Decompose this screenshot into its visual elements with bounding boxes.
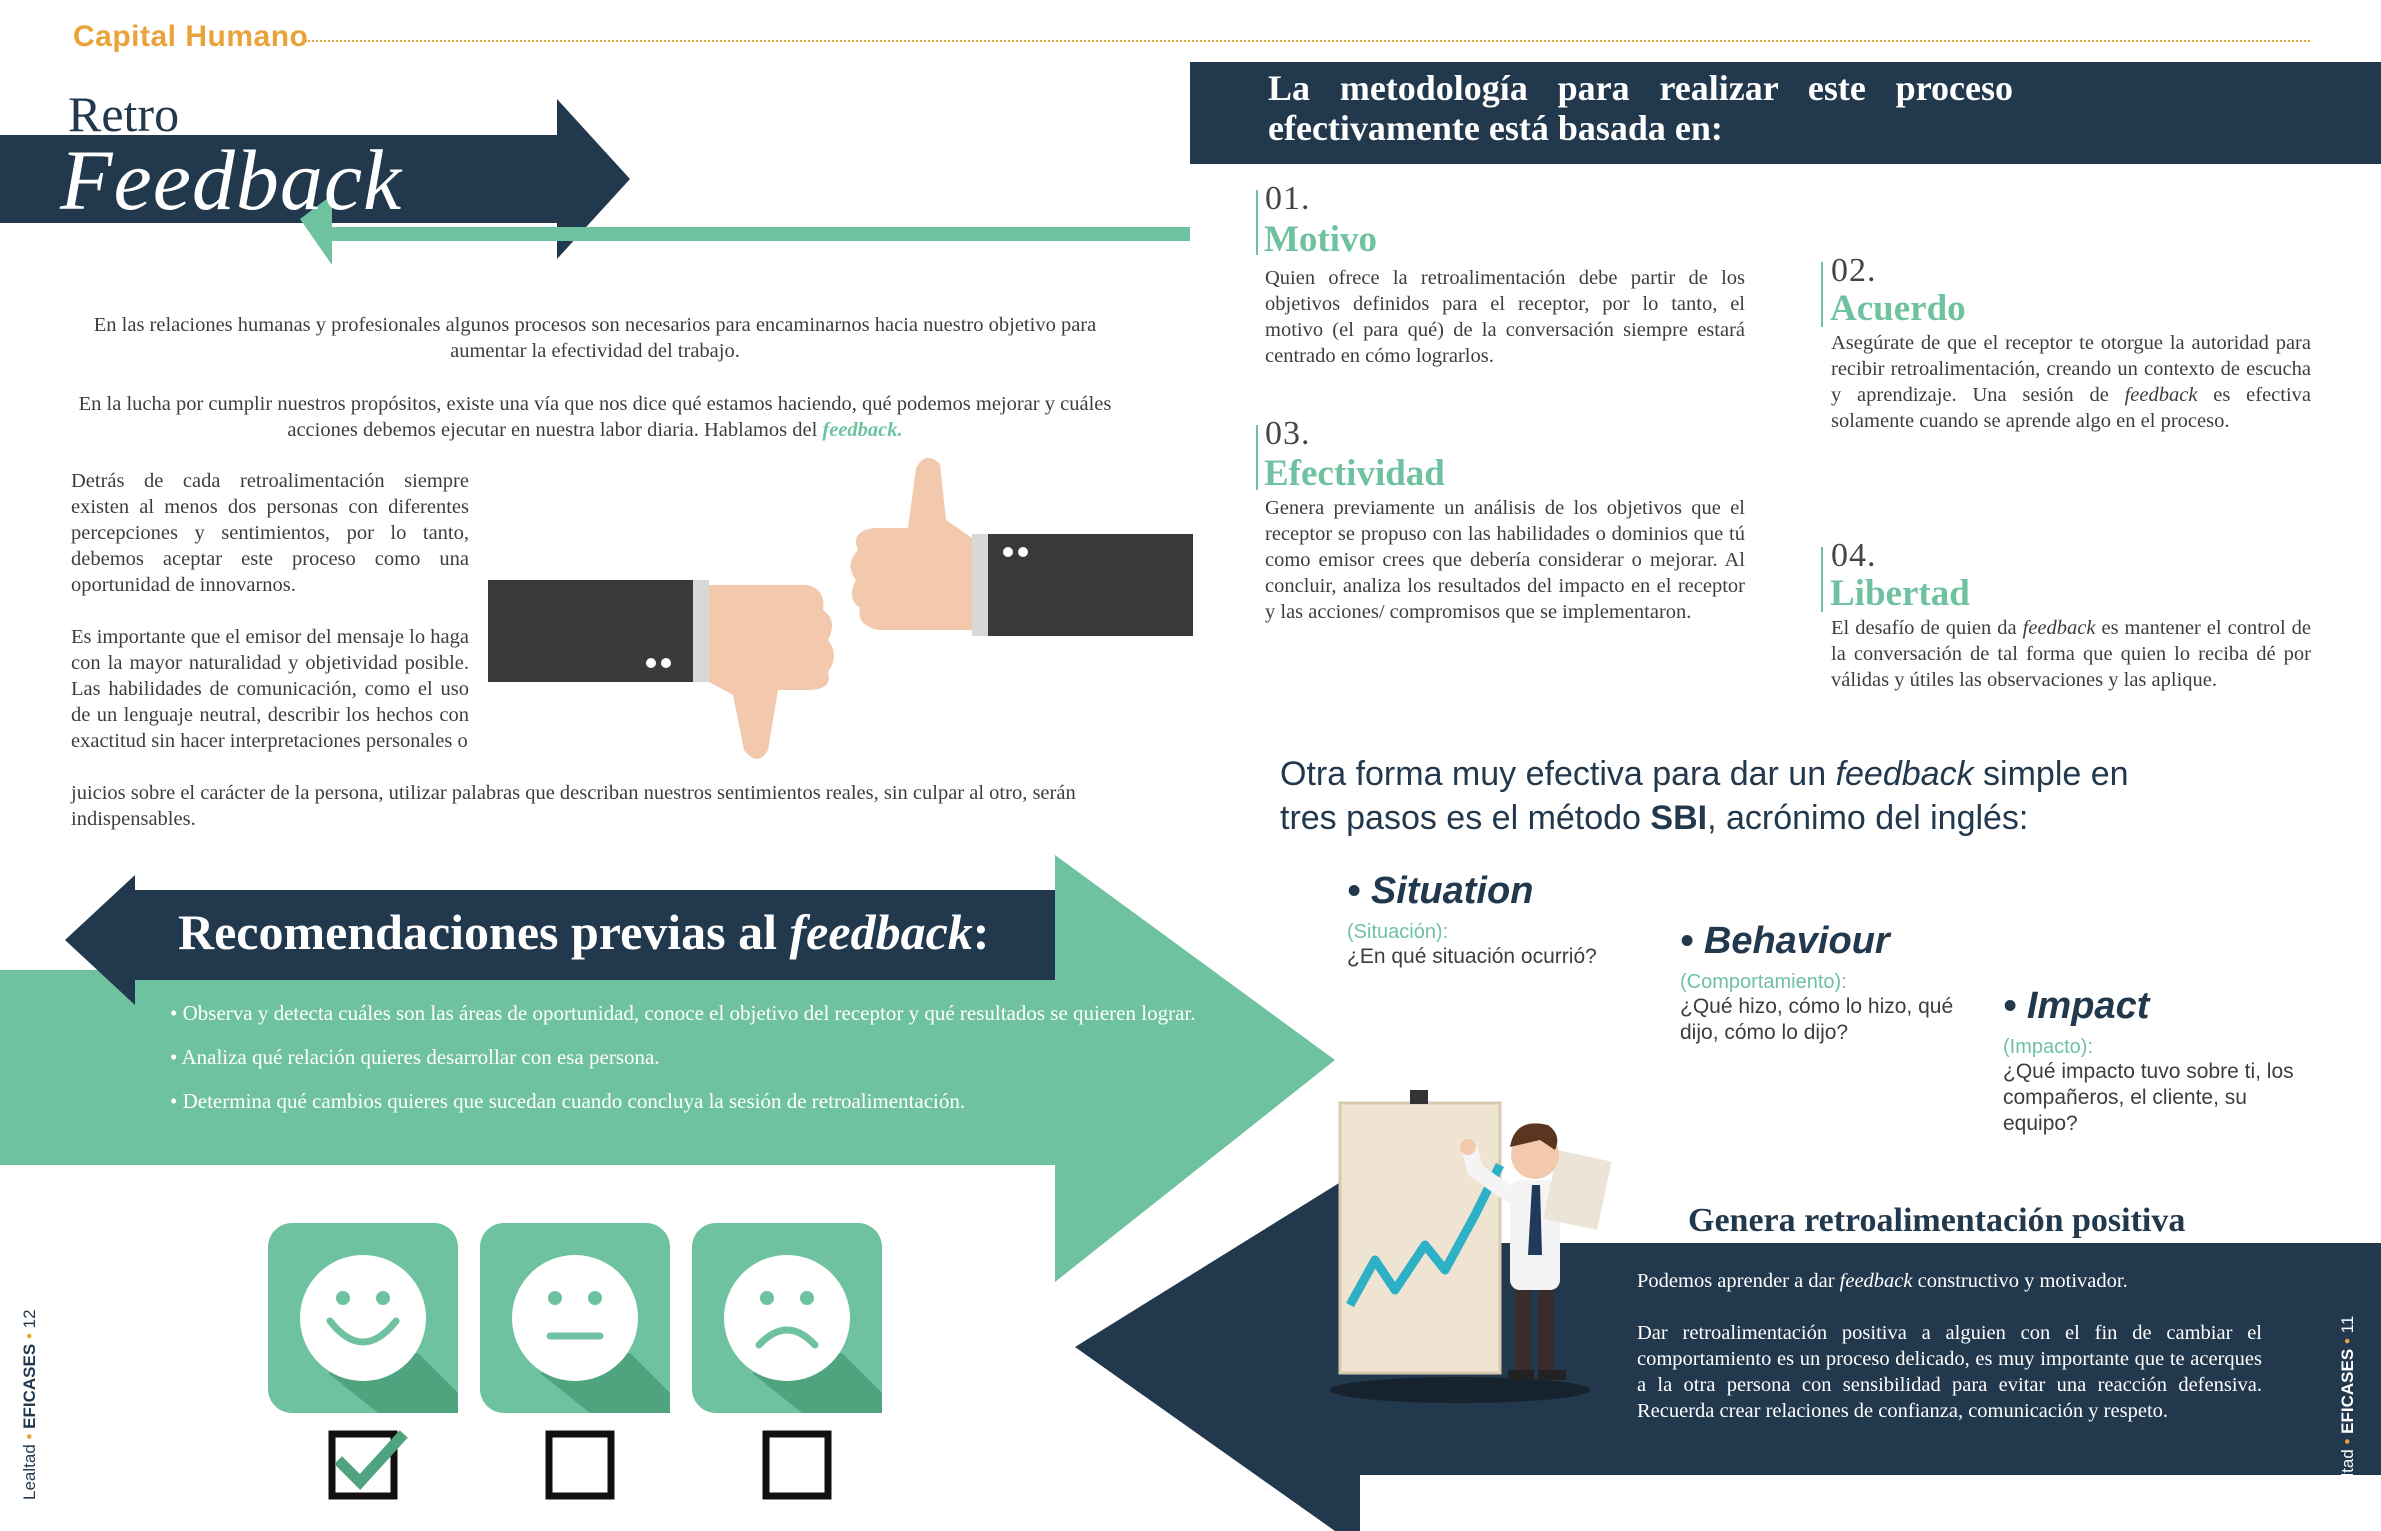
checkbox-sad[interactable] <box>762 1428 837 1503</box>
libertad-text-feedback: feedback <box>2022 617 2096 639</box>
title-feedback: Feedback <box>60 132 403 228</box>
left-folio: Lealtad • EFICASES • 12 <box>20 1309 39 1500</box>
efectividad-accent-bar <box>1256 425 1258 490</box>
sbi-step-question: ¿Qué hizo, cómo lo hizo, qué dijo, cómo lo dijo? <box>1680 995 1954 1044</box>
sbi-intro <box>1280 752 2160 840</box>
businessman-chart-illustration <box>1310 1055 1610 1405</box>
checkbox-neutral[interactable] <box>545 1428 620 1503</box>
right-folio-magazine: EFICASES <box>2338 1348 2357 1434</box>
recommendation-item: • Observa y detecta cuáles son las áreas de oportunidad, conoce el objetivo del receptor y qué resultados se quieren lograr. <box>170 1001 1196 1025</box>
intro-paragraph-4a: Es importante que el emisor del mensaje lo haga con la mayor naturalidad y objetividad posible. Las habilidades de comunicación, como el uso de un lenguaje neutral, describir los hechos con exactitud sin hacer interpretaciones personales o <box>71 626 469 752</box>
section-label: Capital Humano <box>73 20 309 53</box>
sbi-intro-b: simple en tres pasos es el método <box>1280 755 2129 837</box>
neutral-face-icon <box>480 1223 670 1413</box>
sbi-step-behaviour <box>1680 920 1965 1046</box>
sbi-step-situation <box>1347 870 1677 970</box>
intro-paragraph-2 <box>70 391 1120 443</box>
motivo-accent-bar <box>1256 190 1258 255</box>
chart-board <box>1340 1103 1500 1373</box>
face-happy-tile <box>268 1223 458 1413</box>
thumbs-up-hand <box>850 458 972 630</box>
sbi-step-title: • Impact <box>2003 985 2150 1027</box>
sbi-step-title-text: Behaviour <box>1703 920 1890 962</box>
efectividad-title: Efectividad <box>1264 453 1445 494</box>
checkbox-happy[interactable] <box>328 1428 413 1503</box>
thumbs-illustration <box>488 450 1193 765</box>
face-neutral-tile <box>480 1223 670 1413</box>
libertad-text-a: El desafío de quien da <box>1831 617 2017 639</box>
recommendations-title-text: Recomendaciones previas al <box>178 904 778 960</box>
sbi-step-impact <box>2003 985 2303 1137</box>
recommendation-item-text: Observa y detecta cuáles son las áreas de oportunidad, conoce el objetivo del receptor y qué resultados se quieren lograr. <box>182 1001 1196 1025</box>
acuerdo-text <box>1831 330 2311 434</box>
acuerdo-text-b: es efectiva solamente cuando se aprende algo en el proceso. <box>1831 384 2312 432</box>
left-folio-magazine: EFICASES <box>20 1343 39 1429</box>
recommendation-item-text: Determina qué cambios quieres que sucedan cuando concluya la sesión de retroalimentación. <box>182 1089 966 1113</box>
sbi-intro-a: Otra forma muy efectiva para dar un <box>1280 755 1827 793</box>
intro-paragraph-1: En las relaciones humanas y profesionales algunos procesos son necesarios para encaminarnos hacia nuestro objetivo para aumentar la efectividad del trabajo. <box>93 314 1097 362</box>
libertad-number: 04. <box>1831 537 1877 574</box>
intro-p2-feedback: feedback. <box>822 419 903 441</box>
efectividad-number: 03. <box>1265 415 1311 452</box>
sbi-step-sub: (Situación): <box>1347 921 1449 943</box>
acuerdo-text-a: Asegúrate de que el receptor te otorgue la autoridad para recibir retroalimentación, creando un contexto de escucha y aprendizaje. Una sesión de <box>1831 332 2311 406</box>
sbi-intro-feedback: feedback <box>1835 755 1974 793</box>
intro-paragraph-4b: juicios sobre el carácter de la persona, utilizar palabras que describan nuestros sentimientos reales, sin culpar al otro, serán indispensables. <box>71 782 1076 830</box>
thumbs-down-hand <box>709 585 834 759</box>
sbi-step-question: ¿En qué situación ocurrió? <box>1347 945 1597 968</box>
recommendations-title-colon: : <box>972 904 990 960</box>
left-sleeve <box>488 580 693 682</box>
face-sad-tile <box>692 1223 882 1413</box>
sbi-step-sub: (Impacto): <box>2003 1036 2094 1058</box>
header-dotted-rule <box>305 40 2310 42</box>
positive-title: Genera retroalimentación positiva <box>1688 1202 2186 1239</box>
left-folio-page: 12 <box>20 1309 39 1329</box>
sbi-intro-c: , acrónimo del inglés: <box>1707 799 2029 837</box>
right-folio-brand: Lealtad <box>2338 1449 2357 1505</box>
left-folio-brand: Lealtad <box>20 1444 39 1500</box>
sbi-step-title: • Situation <box>1347 870 1534 912</box>
title-retro: Retro <box>68 86 180 142</box>
recommendations-list <box>170 1000 1196 1114</box>
recommendation-item: • Determina qué cambios quieres que sucedan cuando concluya la sesión de retroalimentación. <box>170 1089 966 1113</box>
left-cuff <box>693 580 709 682</box>
libertad-text <box>1831 615 2311 693</box>
positive-paragraph-1 <box>1637 1268 2262 1294</box>
positive-paragraph-2: Dar retroalimentación positiva a alguien con el fin de cambiar el comportamiento es un proceso delicado, es muy importante que te acerques a la otra persona con sensibilidad para evitar una reacción defensiva. Recuerda crear relaciones de confianza, comunicación y respeto. <box>1637 1322 2262 1422</box>
acuerdo-accent-bar <box>1821 262 1823 327</box>
happy-face-icon <box>268 1223 458 1413</box>
sbi-step-title: • Behaviour <box>1680 920 1890 962</box>
right-folio-page: 11 <box>2338 1315 2357 1334</box>
recommendations-title <box>178 903 989 961</box>
methodology-title: La metodología para realizar este proceso efectivamente está basada en: <box>1268 68 2013 148</box>
acuerdo-number: 02. <box>1831 252 1877 289</box>
acuerdo-text-feedback: feedback <box>2124 384 2198 406</box>
positive-p1-a: Podemos aprender a dar <box>1637 1270 1835 1292</box>
sbi-step-title-text: Impact <box>2026 985 2150 1027</box>
libertad-accent-bar <box>1821 547 1823 612</box>
sad-face-icon <box>692 1223 882 1413</box>
right-sleeve <box>988 534 1193 636</box>
sbi-step-sub: (Comportamiento): <box>1680 971 1847 993</box>
intro-p2-text: En la lucha por cumplir nuestros propósitos, existe una vía que nos dice qué estamos haciendo, qué podemos mejorar y cuáles acciones debemos ejecutar en nuestra labor diaria. Hablamos del <box>78 393 1112 441</box>
positive-p1-b: constructivo y motivador. <box>1917 1270 2128 1292</box>
positive-p1-feedback: feedback <box>1839 1270 1913 1292</box>
right-folio: Lealtad • EFICASES • 11 <box>2338 1315 2357 1505</box>
intro-paragraph-3: Detrás de cada retroalimentación siempre existen al menos dos personas con diferentes percepciones y sentimientos, por lo tanto, debemos aceptar este proceso como una oportunidad de innovarnos. <box>71 470 469 596</box>
recommendations-title-feedback: feedback <box>789 904 973 960</box>
sbi-step-title-text: Situation <box>1370 870 1534 912</box>
right-cuff <box>972 534 988 636</box>
efectividad-text: Genera previamente un análisis de los objetivos que el receptor se propuso con las habilidades o dominios que tú como emisor crees que debería considerar o mejorar. Al concluir, analiza los resultados del impacto en el receptor y las acciones/ compromisos que se implementaron. <box>1265 497 1745 623</box>
recommendation-item: • Analiza qué relación quieres desarrollar con esa persona. <box>170 1045 660 1069</box>
sbi-intro-sbi: SBI <box>1650 799 1708 837</box>
acuerdo-title: Acuerdo <box>1830 288 1966 329</box>
motivo-number: 01. <box>1265 180 1311 217</box>
motivo-title: Motivo <box>1264 219 1378 260</box>
libertad-title: Libertad <box>1830 573 1970 614</box>
recommendation-item-text: Analiza qué relación quieres desarrollar con esa persona. <box>181 1045 660 1069</box>
motivo-text: Quien ofrece la retroalimentación debe partir de los objetivos definidos para el receptor, por lo tanto, el motivo (el para qué) de la conversación siempre estará centrado en cómo lograrlos. <box>1265 267 1745 367</box>
sbi-step-question: ¿Qué impacto tuvo sobre ti, los compañeros, el cliente, su equipo? <box>2003 1060 2294 1135</box>
libertad-text-b: es mantener el control de la conversación de tal forma que quien lo reciba dé por válidas y útiles las observaciones y las aplique. <box>1831 617 2312 691</box>
